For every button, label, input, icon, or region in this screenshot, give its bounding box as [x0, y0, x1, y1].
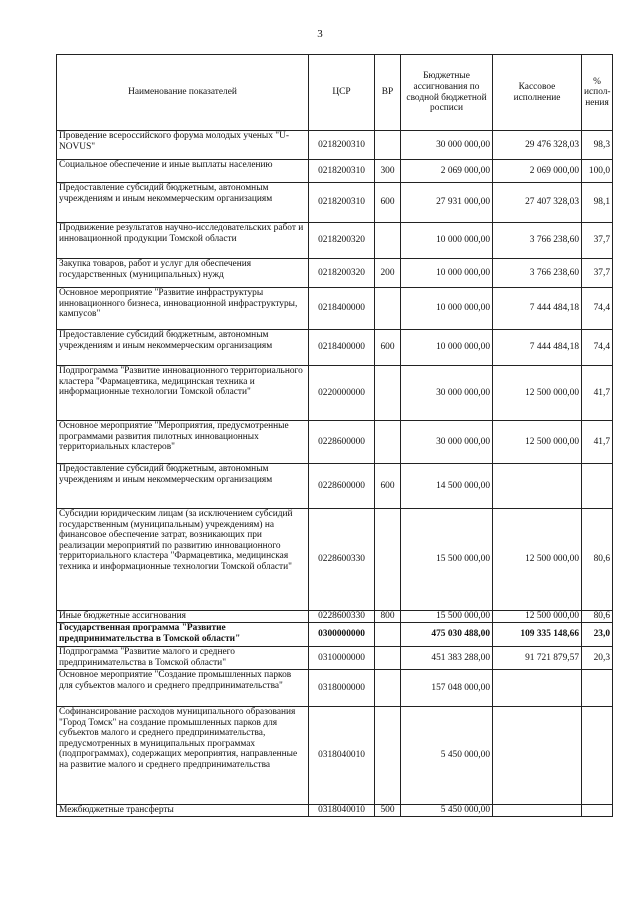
row-vr [375, 647, 401, 670]
table-row [57, 131, 613, 160]
row-csr: 0300000000 [309, 623, 375, 647]
row-budget: 5 450 000,00 [401, 805, 493, 817]
row-name: Закупка товаров, работ и услуг для обеспечения государственных (муниципальных) нужд [57, 259, 309, 288]
page-number: 3 [317, 28, 323, 40]
row-cash: 91 721 879,57 [493, 647, 582, 670]
row-vr [375, 509, 401, 611]
header-cash: Кассовое исполнение [493, 55, 582, 131]
row-vr: 200 [375, 259, 401, 288]
row-cash: 12 500 000,00 [493, 509, 582, 611]
row-vr [375, 670, 401, 707]
row-csr: 0310000000 [309, 647, 375, 670]
row-budget: 10 000 000,00 [401, 330, 493, 366]
row-percent: 37,7 [582, 223, 613, 259]
table-row [57, 160, 613, 183]
row-cash: 2 069 000,00 [493, 160, 582, 183]
row-csr: 0318040010 [309, 707, 375, 805]
row-budget: 10 000 000,00 [401, 223, 493, 259]
row-csr: 0218400000 [309, 330, 375, 366]
row-vr: 500 [375, 805, 401, 817]
table-row [57, 288, 613, 330]
row-cash [493, 707, 582, 805]
row-cash: 27 407 328,03 [493, 183, 582, 223]
budget-execution-table [56, 54, 613, 817]
row-budget: 475 030 488,00 [401, 623, 493, 647]
row-percent: 74,4 [582, 288, 613, 330]
row-budget: 14 500 000,00 [401, 464, 493, 509]
table-row [57, 330, 613, 366]
row-name: Основное мероприятие "Мероприятия, предусмотренные программами развития пилотных инновационных территориальных кластеров" [57, 421, 309, 464]
table-row [57, 805, 613, 817]
row-cash: 12 500 000,00 [493, 421, 582, 464]
row-budget: 157 048 000,00 [401, 670, 493, 707]
row-percent: 80,6 [582, 509, 613, 611]
row-budget: 30 000 000,00 [401, 366, 493, 421]
row-budget: 10 000 000,00 [401, 259, 493, 288]
row-name: Продвижение результатов научно-исследовательских работ и инновационной продукции Томской области [57, 223, 309, 259]
header-csr: ЦСР [309, 55, 375, 131]
row-name: Основное мероприятие "Создание промышленных парков для субъектов малого и среднего предпринимательства" [57, 670, 309, 707]
row-vr [375, 223, 401, 259]
row-name: Софинансирование расходов муниципального образования "Город Томск" на создание промышленных парков для субъектов малого и среднего предпринимательства, предусмотренных в муниципальных программах (подпрограммах), содержащих мероприятия, направленные на развитие малого и среднего предпринимательства [57, 707, 309, 805]
header-percent: % испол-нения [582, 55, 613, 131]
row-name: Социальное обеспечение и иные выплаты населению [57, 160, 309, 183]
row-csr: 0318040010 [309, 805, 375, 817]
row-percent [582, 707, 613, 805]
table-row [57, 670, 613, 707]
row-cash: 3 766 238,60 [493, 259, 582, 288]
row-budget: 27 931 000,00 [401, 183, 493, 223]
row-percent: 37,7 [582, 259, 613, 288]
row-csr: 0218400000 [309, 288, 375, 330]
row-vr: 800 [375, 611, 401, 623]
row-cash: 109 335 148,66 [493, 623, 582, 647]
table-row [57, 183, 613, 223]
row-csr: 0318000000 [309, 670, 375, 707]
row-vr [375, 707, 401, 805]
table-row [57, 421, 613, 464]
row-percent: 98,1 [582, 183, 613, 223]
row-name: Подпрограмма "Развитие малого и среднего предпринимательства в Томской области" [57, 647, 309, 670]
table-row [57, 509, 613, 611]
table-row [57, 623, 613, 647]
row-vr: 600 [375, 330, 401, 366]
row-budget: 15 500 000,00 [401, 611, 493, 623]
row-budget: 30 000 000,00 [401, 131, 493, 160]
row-vr [375, 288, 401, 330]
table-row [57, 223, 613, 259]
row-cash [493, 464, 582, 509]
row-csr: 0228600330 [309, 509, 375, 611]
row-percent [582, 670, 613, 707]
row-csr: 0218200310 [309, 183, 375, 223]
row-vr: 300 [375, 160, 401, 183]
row-cash [493, 670, 582, 707]
row-cash: 7 444 484,18 [493, 288, 582, 330]
row-budget: 15 500 000,00 [401, 509, 493, 611]
row-csr: 0218200310 [309, 131, 375, 160]
row-name: Основное мероприятие "Развитие инфраструктуры инновационного бизнеса, инновационной инфраструктуры, кампусов" [57, 288, 309, 330]
row-csr: 0218200320 [309, 259, 375, 288]
row-cash: 29 476 328,03 [493, 131, 582, 160]
row-cash: 12 500 000,00 [493, 611, 582, 623]
row-budget: 451 383 288,00 [401, 647, 493, 670]
table-row [57, 647, 613, 670]
row-cash: 7 444 484,18 [493, 330, 582, 366]
row-csr: 0228600000 [309, 464, 375, 509]
row-cash: 3 766 238,60 [493, 223, 582, 259]
row-csr: 0218200320 [309, 223, 375, 259]
header-vr: ВР [375, 55, 401, 131]
row-name: Подпрограмма "Развитие инновационного территориального кластера "Фармацевтика, медицинская техника и информационные технологии Томской области" [57, 366, 309, 421]
row-name: Государственная программа "Развитие предпринимательства в Томской области" [57, 623, 309, 647]
table-header-row [57, 55, 613, 131]
row-percent: 41,7 [582, 366, 613, 421]
row-vr [375, 421, 401, 464]
table-row [57, 366, 613, 421]
table-row [57, 707, 613, 805]
row-budget: 2 069 000,00 [401, 160, 493, 183]
row-name: Иные бюджетные ассигнования [57, 611, 309, 623]
row-name: Межбюджетные трансферты [57, 805, 309, 817]
row-cash [493, 805, 582, 817]
table-row [57, 259, 613, 288]
row-vr [375, 131, 401, 160]
row-percent: 20,3 [582, 647, 613, 670]
row-percent: 100,0 [582, 160, 613, 183]
row-csr: 0228600000 [309, 421, 375, 464]
row-vr [375, 623, 401, 647]
row-percent: 98,3 [582, 131, 613, 160]
table-row [57, 611, 613, 623]
row-percent: 41,7 [582, 421, 613, 464]
row-vr: 600 [375, 183, 401, 223]
row-percent: 23,0 [582, 623, 613, 647]
row-budget: 5 450 000,00 [401, 707, 493, 805]
row-cash: 12 500 000,00 [493, 366, 582, 421]
row-percent [582, 805, 613, 817]
row-name: Предоставление субсидий бюджетным, автономным учреждениям и иным некоммерческим организациям [57, 464, 309, 509]
row-budget: 30 000 000,00 [401, 421, 493, 464]
row-percent: 80,6 [582, 611, 613, 623]
header-budget: Бюджетные ассигнования по сводной бюджетной росписи [401, 55, 493, 131]
table-body [57, 131, 613, 817]
header-name: Наименование показателей [57, 55, 309, 131]
row-name: Субсидии юридическим лицам (за исключением субсидий государственным (муниципальным) учреждениям) на финансовое обеспечение затрат, возникающих при реализации мероприятий по развитию инновационного территориального кластера "Фармацевтика, медицинская техника и информационные технологии Томской области" [57, 509, 309, 611]
row-csr: 0218200310 [309, 160, 375, 183]
row-percent [582, 464, 613, 509]
row-name: Предоставление субсидий бюджетным, автономным учреждениям и иным некоммерческим организациям [57, 330, 309, 366]
row-budget: 10 000 000,00 [401, 288, 493, 330]
row-vr: 600 [375, 464, 401, 509]
table-row [57, 464, 613, 509]
row-name: Проведение всероссийского форума молодых ученых "U-NOVUS" [57, 131, 309, 160]
row-vr [375, 366, 401, 421]
row-csr: 0220000000 [309, 366, 375, 421]
row-name: Предоставление субсидий бюджетным, автономным учреждениям и иным некоммерческим организациям [57, 183, 309, 223]
row-percent: 74,4 [582, 330, 613, 366]
row-csr: 0228600330 [309, 611, 375, 623]
